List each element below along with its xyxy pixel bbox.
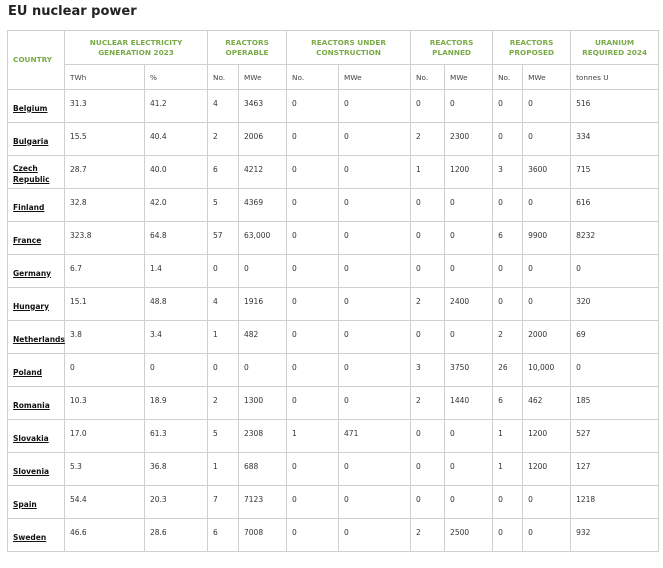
table-cell: 7008 <box>239 519 287 552</box>
table-cell: 0 <box>445 486 493 519</box>
table-cell: 0 <box>339 189 411 222</box>
header-generation: NUCLEAR ELECTRICITY GENERATION 2023 <box>65 31 208 65</box>
table-cell: 5.3 <box>65 453 145 486</box>
unit-header: MWe <box>239 65 287 90</box>
table-cell: 320 <box>571 288 659 321</box>
table-cell: 2 <box>411 123 445 156</box>
country-link[interactable]: Romania <box>8 387 65 420</box>
table-cell: 2500 <box>445 519 493 552</box>
table-cell: 1 <box>208 453 239 486</box>
table-cell: 7 <box>208 486 239 519</box>
table-cell: 54.4 <box>65 486 145 519</box>
country-link[interactable]: Bulgaria <box>8 123 65 156</box>
table-cell: 28.7 <box>65 156 145 189</box>
unit-header: MWe <box>339 65 411 90</box>
table-cell: 0 <box>208 354 239 387</box>
table-cell: 0 <box>287 255 339 288</box>
table-row <box>8 255 659 288</box>
table-cell: 0 <box>493 90 523 123</box>
table-cell: 0 <box>445 189 493 222</box>
table-cell: 0 <box>493 486 523 519</box>
table-row <box>8 90 659 123</box>
table-cell: 0 <box>287 387 339 420</box>
table-cell: 0 <box>339 222 411 255</box>
header-uranium: URANIUM REQUIRED 2024 <box>571 31 659 65</box>
table-cell: 7123 <box>239 486 287 519</box>
table-cell: 15.5 <box>65 123 145 156</box>
table-cell: 0 <box>411 321 445 354</box>
country-link[interactable]: France <box>8 222 65 255</box>
unit-header: MWe <box>445 65 493 90</box>
table-row <box>8 321 659 354</box>
table-cell: 1440 <box>445 387 493 420</box>
table-cell: 2 <box>493 321 523 354</box>
table-cell: 127 <box>571 453 659 486</box>
table-cell: 1300 <box>239 387 287 420</box>
table-cell: 32.8 <box>65 189 145 222</box>
country-link[interactable]: Sweden <box>8 519 65 552</box>
table-cell: 0 <box>493 255 523 288</box>
table-cell: 462 <box>523 387 571 420</box>
table-cell: 28.6 <box>145 519 208 552</box>
table-cell: 1 <box>493 420 523 453</box>
table-cell: 0 <box>239 354 287 387</box>
table-cell: 0 <box>287 519 339 552</box>
table-cell: 0 <box>287 222 339 255</box>
table-cell: 2 <box>208 387 239 420</box>
country-link[interactable]: Germany <box>8 255 65 288</box>
table-row <box>8 420 659 453</box>
table-cell: 0 <box>445 90 493 123</box>
table-cell: 6 <box>493 222 523 255</box>
table-cell: 0 <box>411 486 445 519</box>
table-cell: 61.3 <box>145 420 208 453</box>
table-cell: 36.8 <box>145 453 208 486</box>
table-cell: 0 <box>493 123 523 156</box>
table-cell: 0 <box>287 123 339 156</box>
table-cell: 1916 <box>239 288 287 321</box>
table-cell: 516 <box>571 90 659 123</box>
table-cell: 0 <box>523 486 571 519</box>
unit-header: TWh <box>65 65 145 90</box>
nuclear-power-table <box>7 30 659 552</box>
country-link[interactable]: Belgium <box>8 90 65 123</box>
table-cell: 0 <box>287 354 339 387</box>
table-cell: 4212 <box>239 156 287 189</box>
header-operable: REACTORS OPERABLE <box>208 31 287 65</box>
table-cell: 17.0 <box>65 420 145 453</box>
table-cell: 3750 <box>445 354 493 387</box>
table-cell: 0 <box>208 255 239 288</box>
table-cell: 0 <box>339 453 411 486</box>
table-cell: 1200 <box>445 156 493 189</box>
table-cell: 46.6 <box>65 519 145 552</box>
country-link[interactable]: Netherlands <box>8 321 65 354</box>
table-cell: 0 <box>339 387 411 420</box>
table-cell: 3.4 <box>145 321 208 354</box>
table-cell: 8232 <box>571 222 659 255</box>
table-cell: 10,000 <box>523 354 571 387</box>
table-cell: 0 <box>287 90 339 123</box>
table-cell: 616 <box>571 189 659 222</box>
table-row <box>8 387 659 420</box>
table-cell: 2308 <box>239 420 287 453</box>
table-cell: 6 <box>208 519 239 552</box>
table-cell: 5 <box>208 420 239 453</box>
table-cell: 527 <box>571 420 659 453</box>
table-cell: 48.8 <box>145 288 208 321</box>
table-cell: 9900 <box>523 222 571 255</box>
table-cell: 6 <box>208 156 239 189</box>
country-link[interactable]: Finland <box>8 189 65 222</box>
table-cell: 0 <box>287 321 339 354</box>
table-cell: 0 <box>411 420 445 453</box>
table-cell: 40.0 <box>145 156 208 189</box>
table-cell: 2 <box>411 387 445 420</box>
table-cell: 2 <box>411 519 445 552</box>
table-cell: 3 <box>411 354 445 387</box>
country-link[interactable]: Czech Republic <box>8 156 65 189</box>
table-cell: 57 <box>208 222 239 255</box>
table-cell: 0 <box>523 288 571 321</box>
country-link[interactable]: Slovenia <box>8 453 65 486</box>
table-cell: 0 <box>445 321 493 354</box>
table-cell: 1200 <box>523 420 571 453</box>
table-cell: 41.2 <box>145 90 208 123</box>
table-cell: 185 <box>571 387 659 420</box>
table-cell: 0 <box>411 189 445 222</box>
header-proposed: REACTORS PROPOSED <box>493 31 571 65</box>
table-cell: 1 <box>493 453 523 486</box>
country-link[interactable]: Hungary <box>8 288 65 321</box>
table-cell: 0 <box>493 519 523 552</box>
country-link[interactable]: Spain <box>8 486 65 519</box>
table-cell: 0 <box>445 420 493 453</box>
table-cell: 0 <box>445 255 493 288</box>
table-cell: 334 <box>571 123 659 156</box>
table-cell: 0 <box>445 222 493 255</box>
table-cell: 323.8 <box>65 222 145 255</box>
table-cell: 2400 <box>445 288 493 321</box>
table-cell: 0 <box>339 321 411 354</box>
table-cell: 42.0 <box>145 189 208 222</box>
table-cell: 1218 <box>571 486 659 519</box>
table-row <box>8 288 659 321</box>
table-cell: 0 <box>523 255 571 288</box>
table-row <box>8 156 659 189</box>
unit-header: % <box>145 65 208 90</box>
table-cell: 6.7 <box>65 255 145 288</box>
table-row <box>8 354 659 387</box>
table-cell: 0 <box>523 189 571 222</box>
table-cell: 0 <box>339 486 411 519</box>
table-cell: 1200 <box>523 453 571 486</box>
table-cell: 2300 <box>445 123 493 156</box>
table-cell: 15.1 <box>65 288 145 321</box>
table-cell: 0 <box>523 90 571 123</box>
table-cell: 10.3 <box>65 387 145 420</box>
header-construction: REACTORS UNDER CONSTRUCTION <box>287 31 411 65</box>
table-cell: 2 <box>411 288 445 321</box>
table-cell: 0 <box>445 453 493 486</box>
table-cell: 0 <box>287 453 339 486</box>
table-cell: 18.9 <box>145 387 208 420</box>
table-cell: 31.3 <box>65 90 145 123</box>
table-cell: 0 <box>339 90 411 123</box>
table-cell: 2 <box>208 123 239 156</box>
table-cell: 715 <box>571 156 659 189</box>
table-row <box>8 519 659 552</box>
table-cell: 0 <box>287 156 339 189</box>
table-cell: 26 <box>493 354 523 387</box>
table-cell: 1.4 <box>145 255 208 288</box>
table-row <box>8 189 659 222</box>
table-cell: 20.3 <box>145 486 208 519</box>
country-link[interactable]: Slovakia <box>8 420 65 453</box>
unit-header: No. <box>208 65 239 90</box>
table-cell: 0 <box>339 255 411 288</box>
table-cell: 63,000 <box>239 222 287 255</box>
table-cell: 0 <box>523 123 571 156</box>
table-row <box>8 222 659 255</box>
table-cell: 0 <box>571 354 659 387</box>
table-cell: 64.8 <box>145 222 208 255</box>
unit-header: No. <box>411 65 445 90</box>
table-body <box>8 90 659 552</box>
table-cell: 1 <box>208 321 239 354</box>
table-cell: 482 <box>239 321 287 354</box>
header-planned: REACTORS PLANNED <box>411 31 493 65</box>
table-cell: 5 <box>208 189 239 222</box>
header-country: COUNTRY <box>8 31 65 90</box>
page-title: EU nuclear power <box>8 4 137 19</box>
unit-header: MWe <box>523 65 571 90</box>
table-cell: 0 <box>339 288 411 321</box>
country-link[interactable]: Poland <box>8 354 65 387</box>
table-row <box>8 453 659 486</box>
table-cell: 40.4 <box>145 123 208 156</box>
table-cell: 0 <box>493 288 523 321</box>
table-cell: 2006 <box>239 123 287 156</box>
table-cell: 3463 <box>239 90 287 123</box>
table-cell: 0 <box>523 519 571 552</box>
table-cell: 0 <box>493 189 523 222</box>
table-cell: 0 <box>339 354 411 387</box>
table-cell: 471 <box>339 420 411 453</box>
unit-header: No. <box>287 65 339 90</box>
table-cell: 0 <box>65 354 145 387</box>
table-row <box>8 123 659 156</box>
table-cell: 0 <box>411 222 445 255</box>
table-cell: 1 <box>287 420 339 453</box>
table-cell: 0 <box>145 354 208 387</box>
table-cell: 0 <box>339 123 411 156</box>
table-cell: 3 <box>493 156 523 189</box>
table-cell: 0 <box>287 486 339 519</box>
table-cell: 4 <box>208 90 239 123</box>
table-cell: 3.8 <box>65 321 145 354</box>
table-cell: 6 <box>493 387 523 420</box>
table-cell: 3600 <box>523 156 571 189</box>
table-cell: 69 <box>571 321 659 354</box>
table-cell: 2000 <box>523 321 571 354</box>
table-cell: 4 <box>208 288 239 321</box>
table-cell: 0 <box>411 453 445 486</box>
table-cell: 0 <box>411 90 445 123</box>
table-cell: 0 <box>287 288 339 321</box>
table-cell: 0 <box>411 255 445 288</box>
table-cell: 0 <box>287 189 339 222</box>
table-cell: 0 <box>339 519 411 552</box>
table-cell: 1 <box>411 156 445 189</box>
table-cell: 688 <box>239 453 287 486</box>
table-cell: 932 <box>571 519 659 552</box>
table-cell: 0 <box>571 255 659 288</box>
units-row <box>8 65 659 90</box>
unit-header: tonnes U <box>571 65 659 90</box>
table-cell: 0 <box>339 156 411 189</box>
table-cell: 4369 <box>239 189 287 222</box>
unit-header: No. <box>493 65 523 90</box>
table-cell: 0 <box>239 255 287 288</box>
table-row <box>8 486 659 519</box>
